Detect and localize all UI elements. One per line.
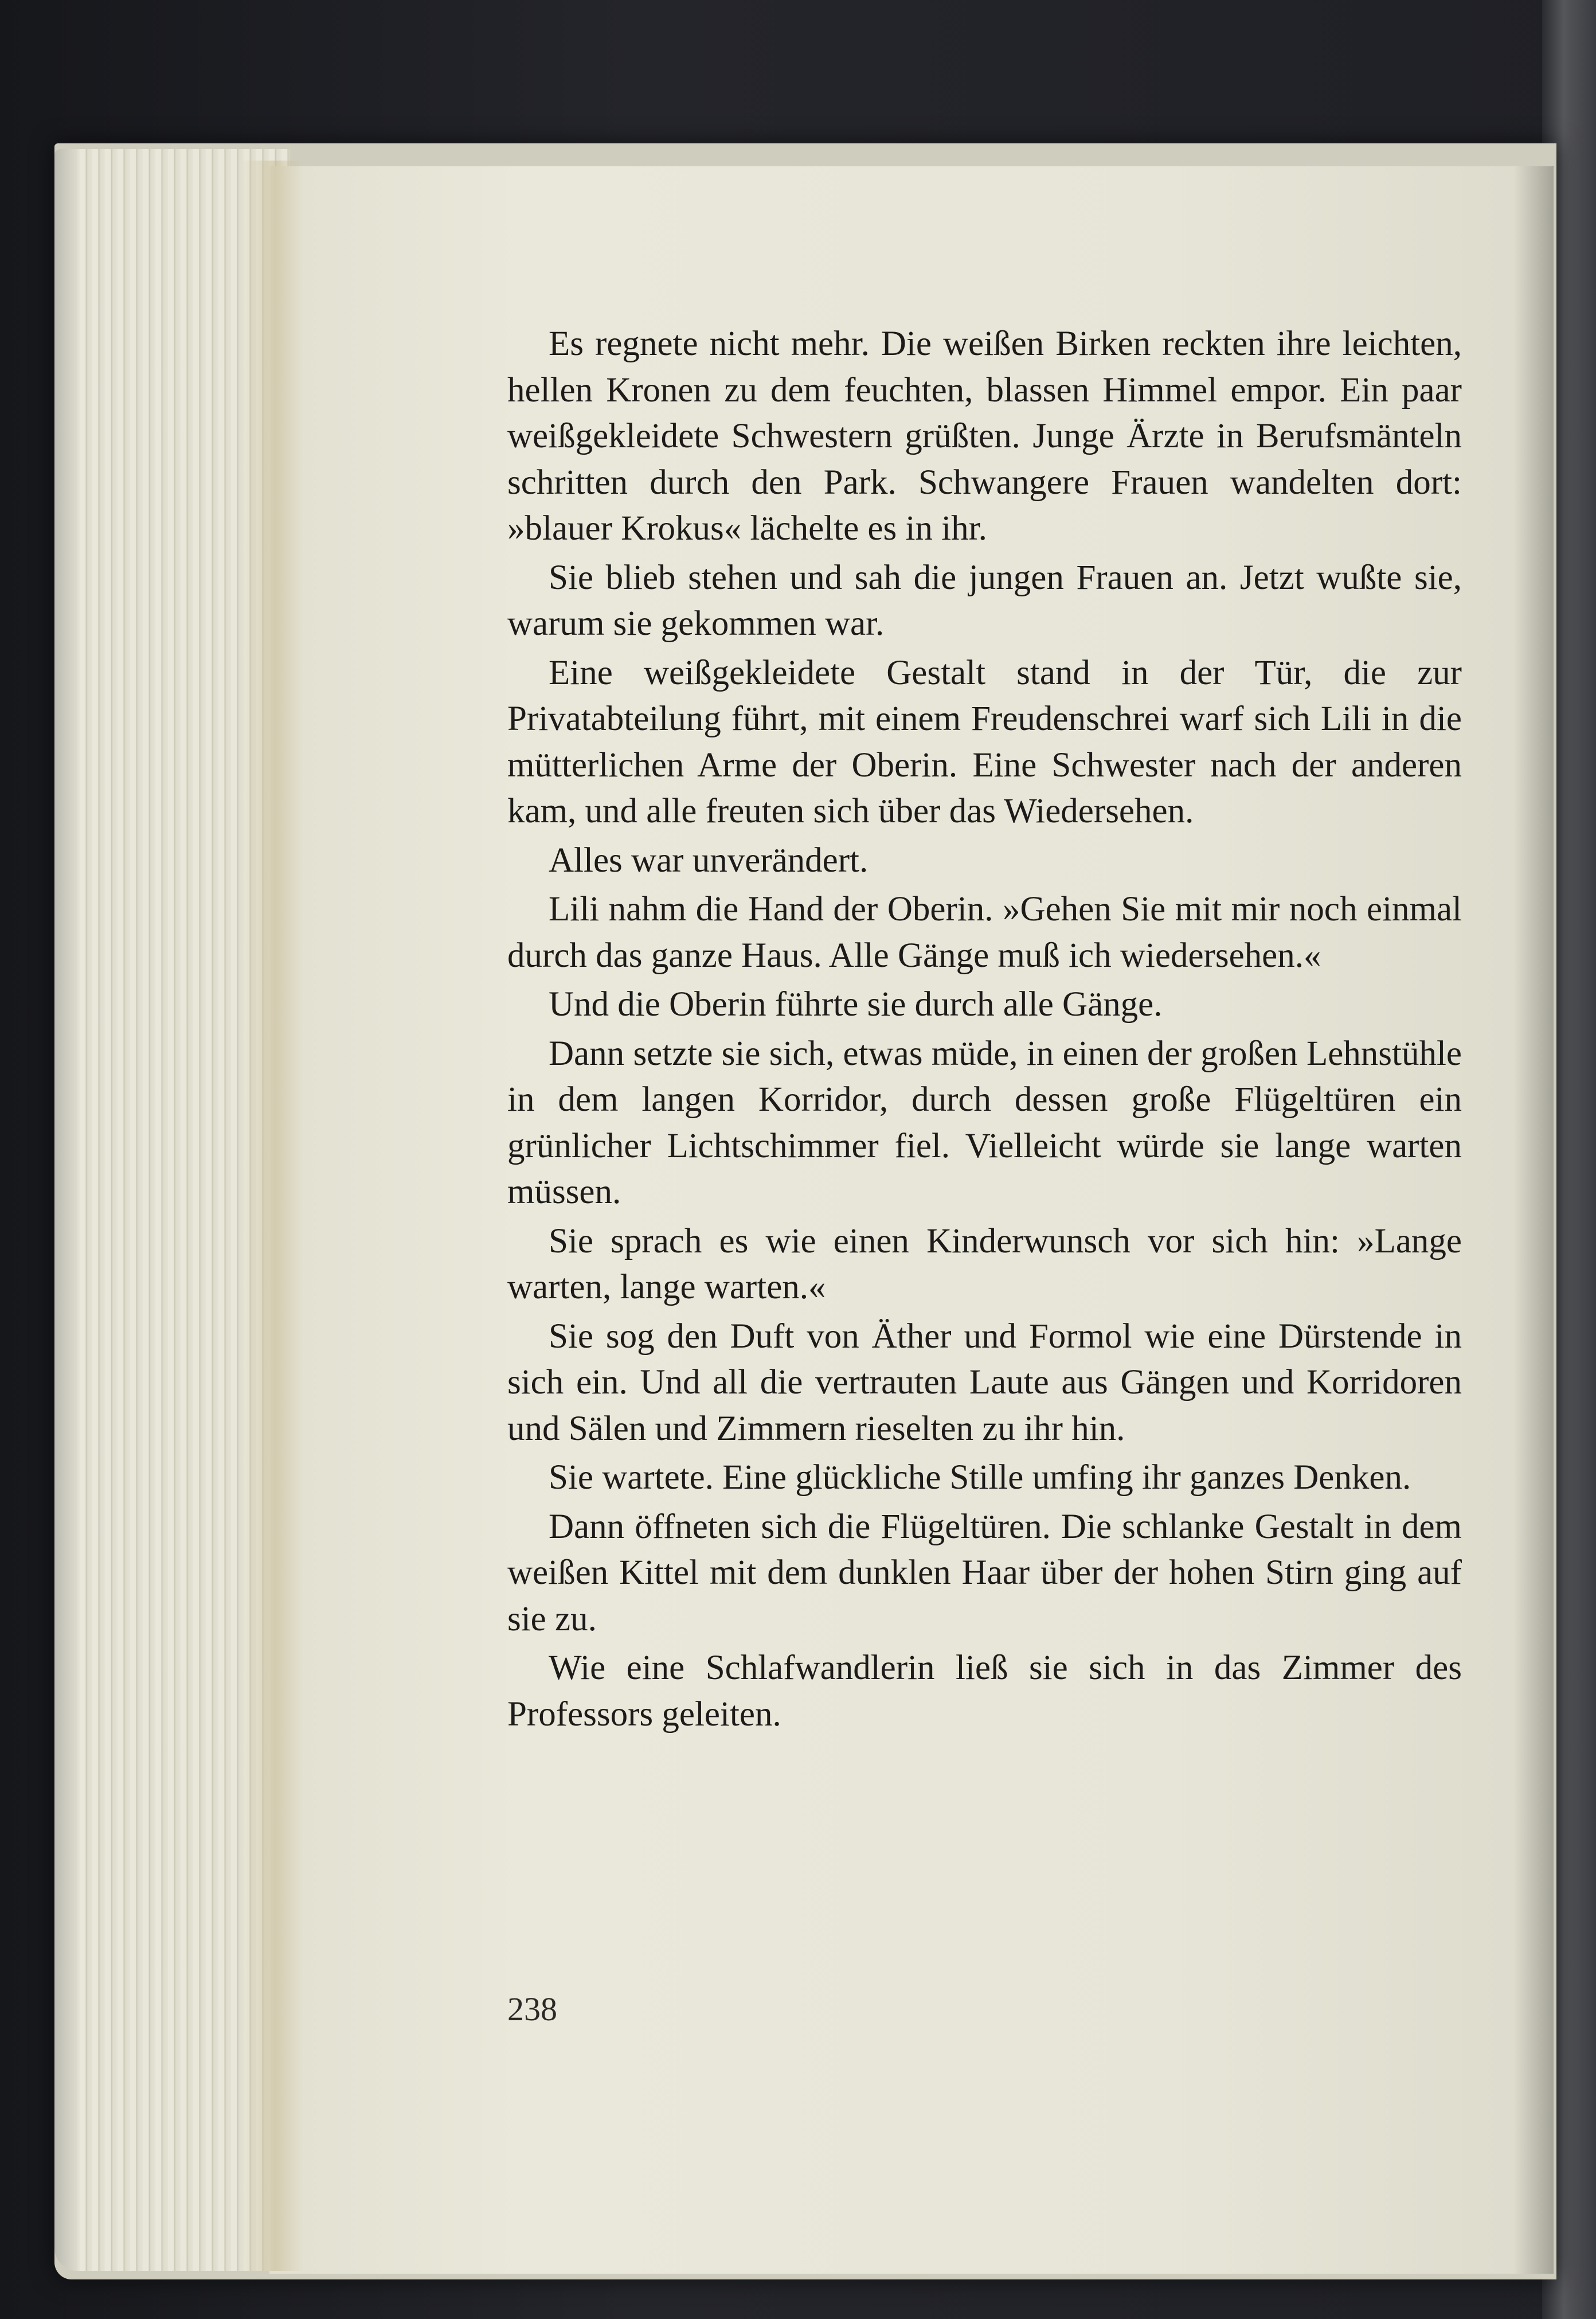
page-edge-shadow bbox=[1513, 166, 1554, 2274]
page-number: 238 bbox=[507, 1990, 557, 2028]
book-spine-edge bbox=[54, 149, 77, 2271]
gutter-shadow bbox=[241, 161, 304, 2271]
paragraph: Dann öffneten sich die Flügeltüren. Die schlanke Gestalt in dem weißen Kittel mit dem dunklen Haar über der hohen Stirn ging auf sie zu. bbox=[507, 1507, 1462, 1638]
paragraph: Dann setzte sie sich, etwas müde, in einen der großen Lehnstühle in dem langen Korridor, durch dessen große Flügeltüren ein grünlicher Lichtschimmer fiel. Vielleicht würde sie lange warten müssen. bbox=[507, 1034, 1462, 1211]
paragraph: Alles war unverändert. bbox=[549, 841, 869, 880]
paragraph: Sie wartete. Eine glückliche Stille umfing ihr ganzes Denken. bbox=[549, 1458, 1411, 1497]
paragraph: Sie sprach es wie einen Kinderwunsch vor sich hin: »Lange warten, lange warten.« bbox=[507, 1221, 1462, 1306]
paragraph: Eine weißgekleidete Gestalt stand in der Tür, die zur Privatabteilung führt, mit einem Freudenschrei warf sich Lili in die mütterlichen Arme der Oberin. Eine Schwester nach der anderen kam, und alle freuten sich über das Wiedersehen. bbox=[507, 653, 1462, 830]
paragraph: Es regnete nicht mehr. Die weißen Birken reckten ihre leichten, hellen Kronen zu dem feuchten, blassen Himmel empor. Ein paar weißgekleidete Schwestern grüßten. Junge Ärzte in Berufsmänteln schritten durch den Park. Schwangere Frauen wandelten dort: »blauer Krokus« lächelte es in ihr. bbox=[507, 325, 1462, 548]
paragraph: Sie blieb stehen und sah die jungen Frauen an. Jetzt wußte sie, warum sie gekommen war. bbox=[507, 558, 1462, 643]
paragraph: Wie eine Schlafwandlerin ließ sie sich in das Zimmer des Professors geleiten. bbox=[507, 1649, 1462, 1734]
page-text bbox=[507, 321, 1462, 1738]
paragraph: Lili nahm die Hand der Oberin. »Gehen Sie mit mir noch einmal durch das ganze Haus. Alle Gänge muß ich wiedersehen.« bbox=[507, 890, 1462, 975]
paragraph: Und die Oberin führte sie durch alle Gänge. bbox=[549, 985, 1163, 1024]
paragraph: Sie sog den Duft von Äther und Formol wie eine Dürstende in sich ein. Und all die vertrauten Laute aus Gängen und Korridoren und Sälen und Zimmern rieselten zu ihr hin. bbox=[507, 1317, 1462, 1448]
